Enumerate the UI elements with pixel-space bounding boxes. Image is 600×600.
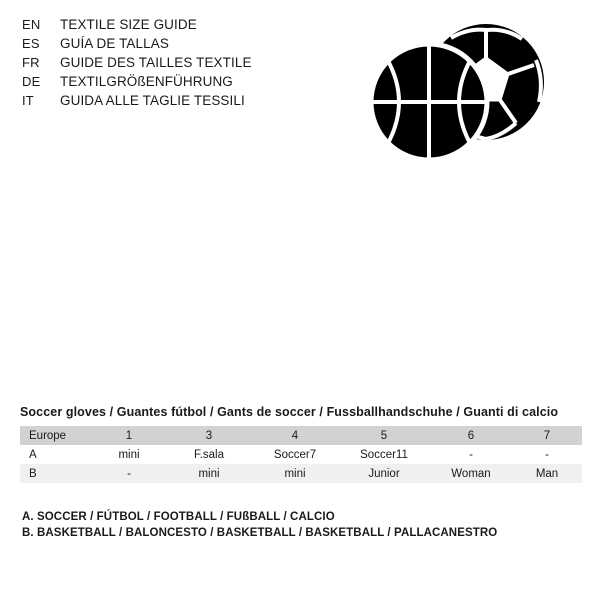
legend-label-es: GUÍA DE TALLAS <box>60 36 169 51</box>
table-row <box>20 445 582 464</box>
cell-b-3: mini <box>166 464 252 483</box>
legend-label-en: TEXTILE SIZE GUIDE <box>60 17 197 32</box>
row-label-b: B <box>20 464 92 483</box>
cell-a-3: F.sala <box>166 445 252 464</box>
legend-label-de: TEXTILGRÖßENFÜHRUNG <box>60 74 233 89</box>
footnote-b: B. BASKETBALL / BALONCESTO / BASKETBALL / BASKETBALL / PALLACANESTRO <box>22 527 498 539</box>
cell-b-1: - <box>92 464 166 483</box>
legend-code-fr: FR <box>22 55 40 70</box>
header-cell-europe: Europe <box>20 426 92 445</box>
header-cell-5: 5 <box>338 426 430 445</box>
cell-b-4: mini <box>252 464 338 483</box>
header-cell-6: 6 <box>430 426 512 445</box>
footnote-a: A. SOCCER / FÚTBOL / FOOTBALL / FUßBALL / CALCIO <box>22 511 335 523</box>
table-title: Soccer gloves / Guantes fútbol / Gants de soccer / Fussballhandschuhe / Guanti di calcio <box>20 405 559 419</box>
basketball-icon <box>371 44 487 160</box>
cell-a-7: - <box>512 445 582 464</box>
cell-a-5: Soccer11 <box>338 445 430 464</box>
header-cell-4: 4 <box>252 426 338 445</box>
legend-label-it: GUIDA ALLE TAGLIE TESSILI <box>60 93 245 108</box>
table-header-row <box>20 426 582 445</box>
cell-a-4: Soccer7 <box>252 445 338 464</box>
cell-b-6: Woman <box>430 464 512 483</box>
cell-a-6: - <box>430 445 512 464</box>
legend-code-it: IT <box>22 93 34 108</box>
legend-label-fr: GUIDE DES TAILLES TEXTILE <box>60 55 252 70</box>
cell-a-1: mini <box>92 445 166 464</box>
header-cell-7: 7 <box>512 426 582 445</box>
size-table <box>20 426 582 483</box>
size-table-section <box>20 405 582 483</box>
language-legend <box>22 16 252 109</box>
legend-code-en: EN <box>22 17 41 32</box>
row-label-a: A <box>20 445 92 464</box>
footnotes <box>22 509 582 541</box>
ball-illustration <box>356 22 556 172</box>
header-cell-3: 3 <box>166 426 252 445</box>
legend-code-de: DE <box>22 74 41 89</box>
header-cell-1: 1 <box>92 426 166 445</box>
cell-b-5: Junior <box>338 464 430 483</box>
legend-code-es: ES <box>22 36 40 51</box>
table-row <box>20 464 582 483</box>
cell-b-7: Man <box>512 464 582 483</box>
